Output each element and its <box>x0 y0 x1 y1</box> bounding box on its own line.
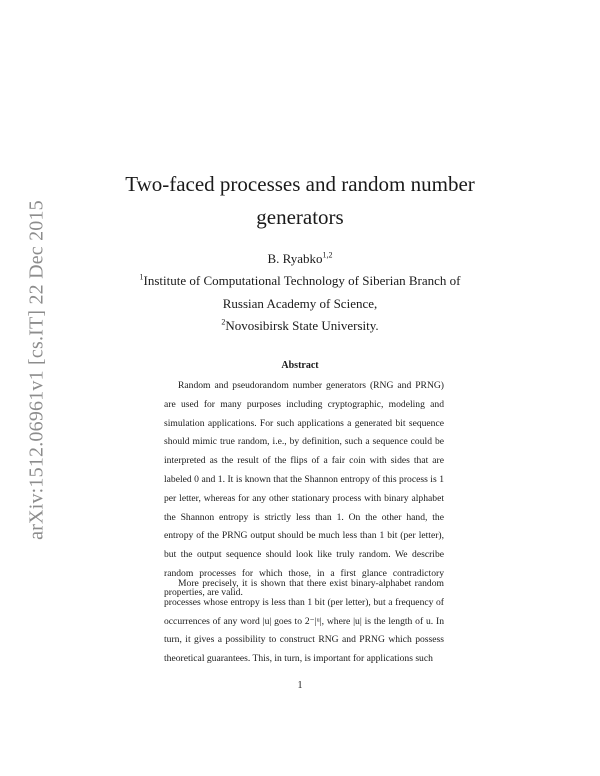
author-name-text: B. Ryabko <box>267 251 323 266</box>
paper-title-line2: generators <box>256 205 344 229</box>
author-name <box>0 251 600 267</box>
affiliation-1-line1 <box>0 273 600 289</box>
paper-title-line1: Two-faced processes and random number <box>125 172 475 196</box>
affiliation-1-text: Institute of Computational Technology of Siberian Branch of <box>143 273 461 288</box>
affiliation-1-line2: Russian Academy of Science, <box>222 296 378 311</box>
page-number: 1 <box>297 680 303 691</box>
author-superscript: 1,2 <box>322 250 333 260</box>
arxiv-identifier: arXiv:1512.06961v1 [cs.IT] 22 Dec 2015 <box>25 200 48 540</box>
affiliation-2 <box>0 318 600 334</box>
abstract-paragraph-2: More precisely, it is shown that there exist binary-alphabet random processes whose entropy is less than 1 bit (per letter), but a frequency of occurrences of any word |u| goes to 2⁻|ᵘ|, where |u| is the length of u. In turn, it gives a possibility to construct RNG and PRNG which possess theoretical guarantees. This, in turn, is important for applications such <box>164 578 444 665</box>
affiliation-2-superscript: 2 <box>221 317 226 327</box>
affiliation-2-text: Novosibirsk State University. <box>225 318 379 333</box>
abstract-heading: Abstract <box>281 360 319 371</box>
abstract-paragraph-1: Random and pseudorandom number generators (RNG and PRNG) are used for many purposes including cryptographic, modeling and simulation applications. For such applications a generated bit sequence should mimic true random, i.e., by definition, such a sequence could be interpreted as the result of the flips of a fair coin with sides that are labeled 0 and 1. It is known that the Shannon entropy of this process is 1 per letter, whereas for any other stationary process with binary alphabet the Shannon entropy is strictly less than 1. On the other hand, the entropy of the PRNG output should be much less than 1 bit (per letter), but the output sequence should look like truly random. We describe random processes for which those, in a first glance contradictory properties, are valid. <box>164 380 444 598</box>
affiliation-1-superscript: 1 <box>139 272 144 282</box>
